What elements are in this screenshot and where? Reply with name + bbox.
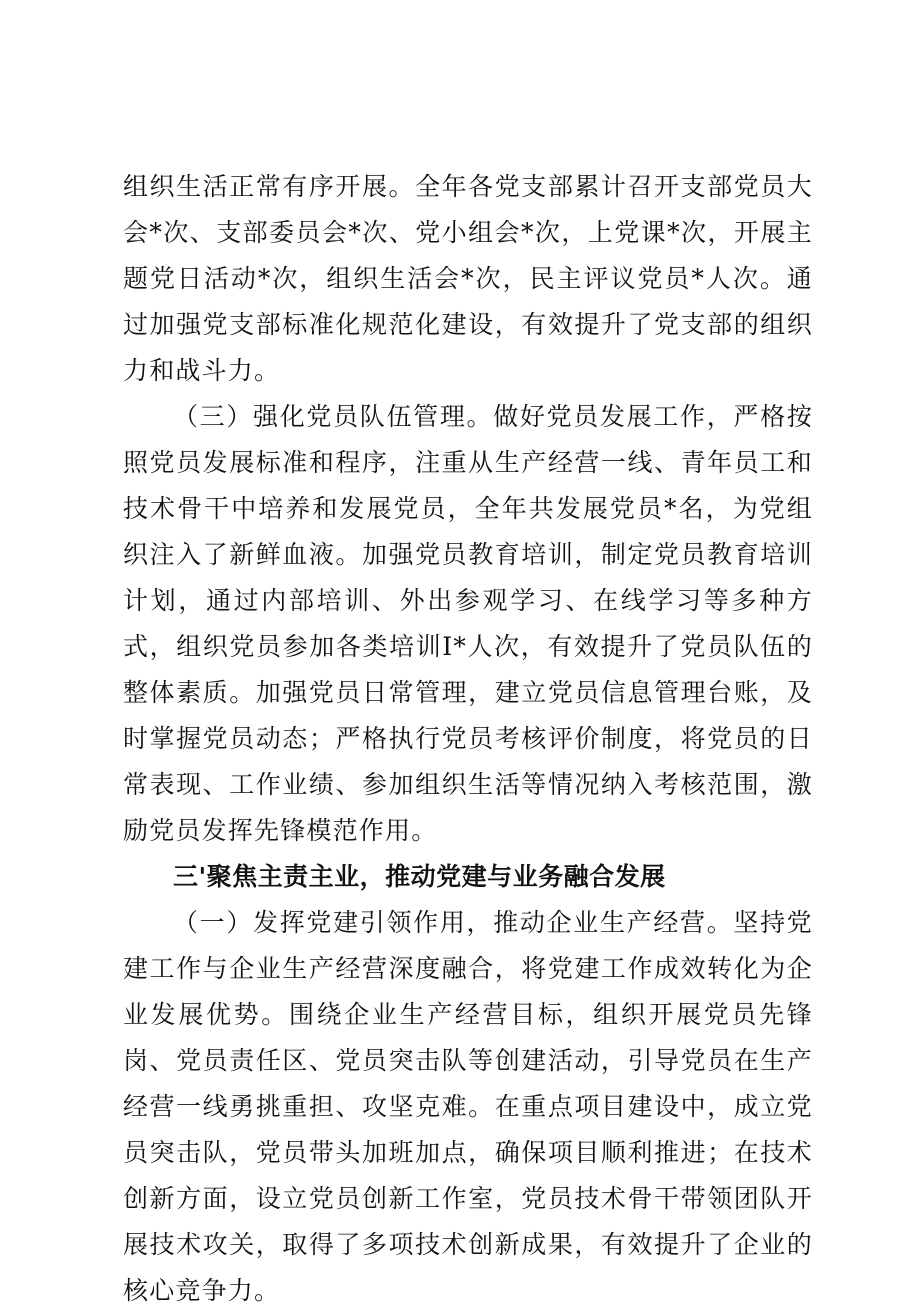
document-body [123,164,813,1314]
paragraph-organization-life: 组织生活正常有序开展。全年各党支部累计召开支部党员大会*次、支部委员会*次、党小组会*次，上党课*次，开展主题党日活动*次，组织生活会*次，民主评议党员*人次。通过加强党支部标准化规范化建设，有效提升了党支部的组织力和战斗力。 [123,172,813,385]
paragraph-party-leadership: （一）发挥党建引领作用，推动企业生产经营。坚持党建工作与企业生产经营深度融合，将党建工作成效转化为企业发展优势。围绕企业生产经营目标，组织开展党员先锋岗、党员责任区、党员突击队等创建活动，引导党员在生产经营一线勇挑重担、攻坚克难。在重点项目建设中，成立党员突击队，党员带头加班加点，确保项目顺利推进；在技术创新方面，设立党员创新工作室，党员技术骨干带领团队开展技术攻关，取得了多项技术创新成果，有效提升了企业的核心竞争力。 [123,908,813,1305]
paragraph-member-management: （三）强化党员队伍管理。做好党员发展工作，严格按照党员发展标准和程序，注重从生产经营一线、青年员工和技术骨干中培养和发展党员，全年共发展党员*名，为党组织注入了新鲜血液。加强党员教育培训，制定党员教育培训计划，通过内部培训、外出参观学习、在线学习等多种方式，组织党员参加各类培训I*人次，有效提升了党员队伍的整体素质。加强党员日常管理，建立党员信息管理台账，及时掌握党员动态；严格执行党员考核评价制度，将党员的日常表现、工作业绩、参加组织生活等情况纳入考核范围，激励党员发挥先锋模范作用。 [123,402,813,845]
section-heading-three: 三'聚焦主责主业，推动党建与业务融合发展 [173,862,666,891]
